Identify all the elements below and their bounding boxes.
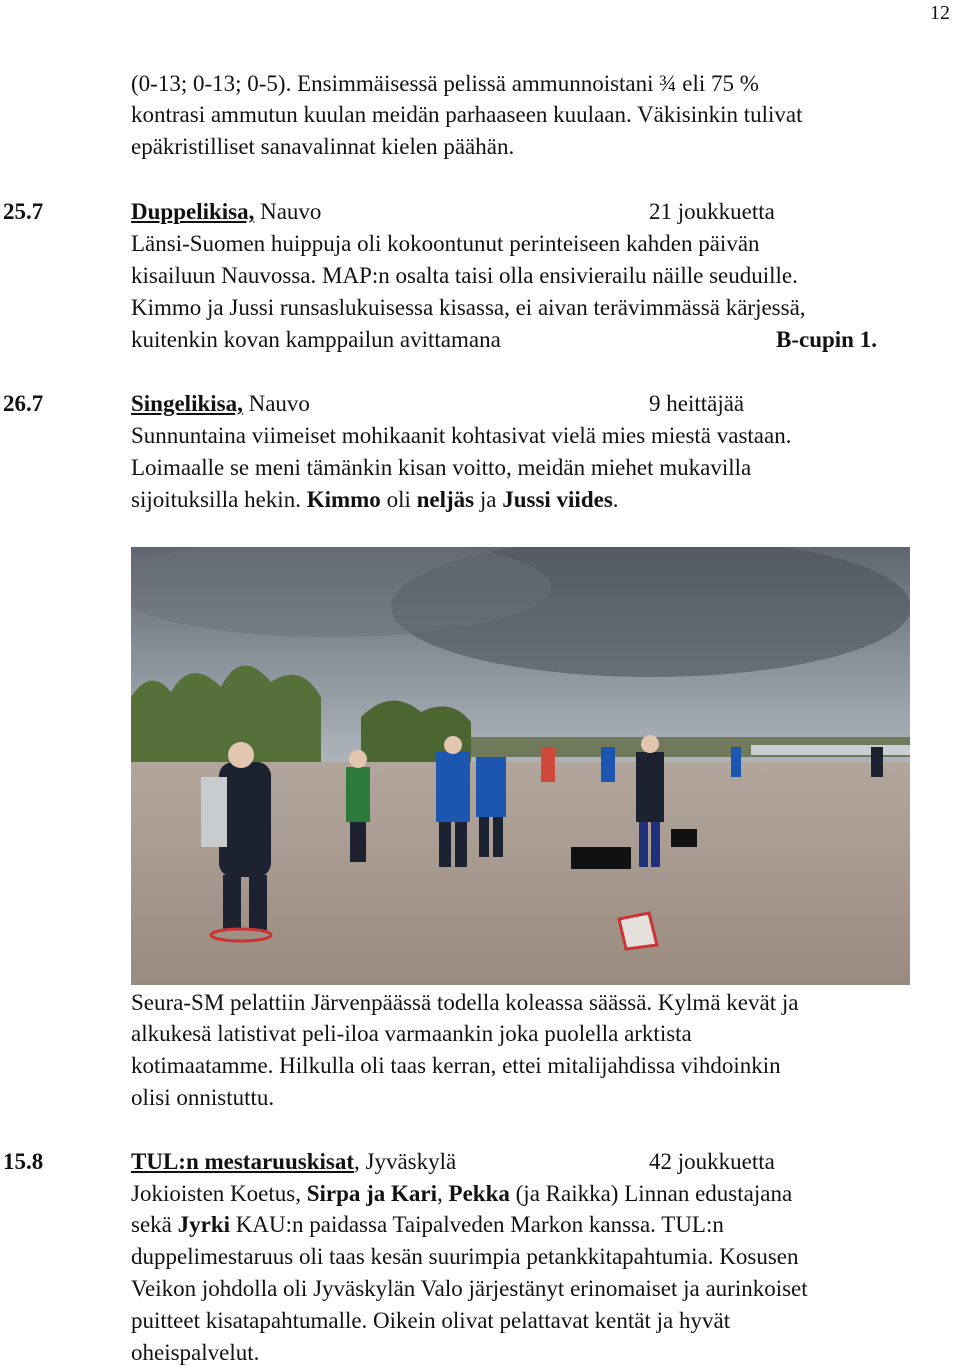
entry1-line-4: kuitenkin kovan kamppailun avittamana [131,327,501,352]
entry3-line-4: Veikon johdolla oli Jyväskylän Valo järjestänyt erinomaiset ja aurinkoiset [131,1276,808,1301]
entry1-place: Nauvo [254,199,322,224]
entry3-l2b: Jyrki [177,1212,231,1237]
entry2-prefix: sijoituksilla hekin. [131,487,307,512]
page-number: 12 [930,2,950,24]
entry2-name1: Kimmo [306,487,381,512]
entry3-l2a: sekä [131,1212,178,1237]
entry1-line-3: Kimmo ja Jussi runsaslukuisessa kisassa, ei aivan terävimmässä kärjessä, [131,295,806,320]
entry3-l1e: (ja Raikka) Linnan edustajana [509,1181,793,1206]
entry2-date: 26.7 [3,391,44,416]
entry2-line-2: Loimaalle se meni tämänkin kisan voitto, meidän miehet mukavilla [131,455,752,480]
entry3-l1d: Pekka [448,1181,510,1206]
entry3-heading [131,1148,456,1176]
entry3-line-2 [131,1211,724,1239]
photo-sign [619,913,657,949]
entry2-place: Nauvo [242,391,310,416]
entry2-line-3 [131,486,619,514]
entry3-place: , Jyväskylä [354,1149,457,1174]
caption-line-2: alkukesä latistivat peli-iloa varmaankin joka puolella arktista [131,1021,692,1046]
entry2-rank1: neljäs [416,487,475,512]
entry1-date: 25.7 [3,199,44,224]
entry1-heading [131,198,321,226]
entry1-count: 21 joukkuetta [649,199,775,224]
entry3-l2c: KAU:n paidassa Taipalveden Markon kanssa. TUL:n [230,1212,724,1237]
intro-line-3: epäkristilliset sanavalinnat kielen päähän. [131,134,515,159]
entry3-line-3: duppelimestaruus oli taas kesän suurimpia petankkitapahtumia. Kosusen [131,1244,799,1269]
entry3-line-1 [131,1180,792,1208]
entry3-l1a: Jokioisten Koetus, [131,1181,307,1206]
entry3-l1c: , [437,1181,449,1206]
caption-line-4: olisi onnistuttu. [131,1085,275,1110]
entry2-count: 9 heittäjää [649,391,745,416]
entry3-l1b: Sirpa ja Kari [306,1181,438,1206]
entry2-heading [131,390,310,418]
entry3-line-6: oheispalvelut. [131,1340,260,1365]
entry3-count: 42 joukkuetta [649,1149,775,1174]
entry1-line-2: kisailuun Nauvossa. MAP:n osalta taisi olla ensivierailu näille seuduille. [131,263,798,288]
entry3-event: TUL:n mestaruuskisat [131,1149,355,1174]
caption-line-1: Seura-SM pelattiin Järvenpäässä todella koleassa säässä. Kylmä kevät ja [131,990,799,1015]
entry2-end: . [612,487,619,512]
intro-line-2: kontrasi ammutun kuulan meidän parhaaseen kuulaan. Väkisinkin tulivat [131,102,803,127]
entry2-mid2: ja [474,487,503,512]
entry2-mid1: oli [380,487,417,512]
entry2-event: Singelikisa, [131,391,243,416]
entry2-name2: Jussi viides [502,487,613,512]
photo-trees [131,666,321,777]
entry1-result: B-cupin 1. [776,327,877,352]
entry1-event: Duppelikisa, [131,199,255,224]
caption-line-3: kotimaatamme. Hilkulla oli taas kerran, ettei mitalijahdissa vihdoinkin [131,1053,781,1078]
petanque-photo [131,547,910,985]
intro-line-1: (0-13; 0-13; 0-5). Ensimmäisessä pelissä ammunnoistani ¾ eli 75 % [131,71,759,96]
entry1-line-1: Länsi-Suomen huippuja oli kokoontunut perinteiseen kahden päivän [131,231,760,256]
entry3-date: 15.8 [3,1149,44,1174]
entry3-line-5: puitteet kisatapahtumalle. Oikein olivat pelattavat kentät ja hyvät [131,1308,731,1333]
entry2-line-1: Sunnuntaina viimeiset mohikaanit kohtasivat vielä mies miestä vastaan. [131,423,792,448]
photo-bags [571,847,631,869]
